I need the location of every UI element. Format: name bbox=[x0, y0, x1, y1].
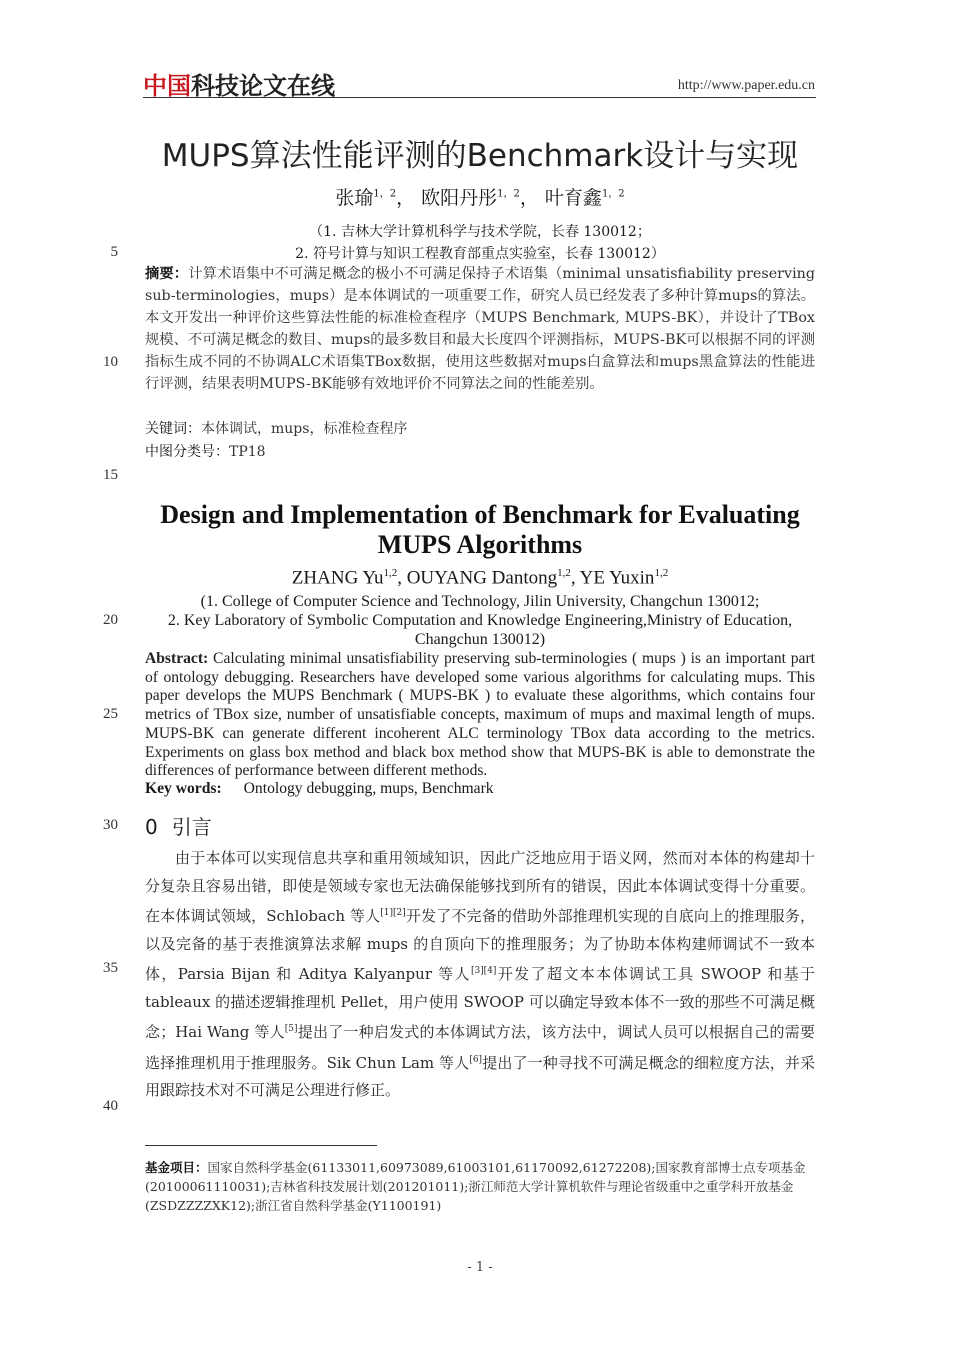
author-name: ZHANG Yu bbox=[291, 567, 384, 589]
english-affiliation-1: (1. College of Computer Science and Technology, Jilin University, Changchun 130012; bbox=[200, 593, 760, 610]
body-text-run: 开发了超文本本体调试工具 SWOOP 和基于 tableaux 的描述逻辑推理机 Pellet，用户使用 SWOOP 可以确定导致本体不一致的那些不可满足概念；Hai Wang 等人 bbox=[145, 965, 815, 1041]
author-affil-sup: 1,2 bbox=[654, 567, 669, 579]
english-title: Design and Implementation of Benchmark for Evaluating MUPS Algorithms bbox=[160, 500, 800, 559]
body-text-run: 开发了不完备的借助外部推理机实现的自底向上的推理服务，以及完备的基于表推演算法求解 mups 的自顶向下的推理服务；为了协助本体构建师调试不一致本体，Parsia Bijan 和 Aditya Kalyanpur 等人 bbox=[145, 907, 815, 983]
footnote-label: 基金项目： bbox=[145, 1160, 208, 1175]
site-url-link[interactable]: http://www.paper.edu.cn bbox=[677, 78, 815, 93]
line-number: 35 bbox=[103, 960, 118, 976]
logo-dark-text: 科技论文在线 bbox=[191, 72, 335, 100]
author-name: 张瑜 bbox=[335, 187, 374, 209]
author-name: 叶育鑫 bbox=[544, 187, 602, 209]
english-keywords bbox=[145, 780, 494, 798]
footnote-divider bbox=[145, 1145, 377, 1146]
page-number: - 1 - bbox=[467, 1260, 493, 1275]
logo-red-text: 中国 bbox=[143, 72, 191, 100]
keywords-text: 本体调试，mups，标准检查程序 bbox=[201, 421, 408, 437]
header-divider bbox=[143, 97, 816, 98]
chinese-title: MUPS算法性能评测的Benchmark设计与实现 bbox=[161, 138, 799, 174]
chinese-affiliation-2: 2. 符号计算与知识工程教育部重点实验室，长春 130012） bbox=[295, 246, 665, 262]
keywords-label: 关键词： bbox=[145, 421, 201, 437]
english-abstract bbox=[145, 650, 815, 781]
classification-code bbox=[145, 441, 815, 461]
citation-ref[interactable]: [3][4] bbox=[470, 966, 497, 976]
chinese-keywords bbox=[145, 418, 815, 438]
line-number: 5 bbox=[110, 244, 118, 260]
line-number: 40 bbox=[103, 1098, 118, 1114]
author-affil-sup: 1，2 bbox=[601, 188, 625, 200]
chinese-affiliation-1: （1. 吉林大学计算机科学与技术学院，长春 130012； bbox=[309, 224, 651, 240]
abstract-text: Calculating minimal unsatisfiability preserving sub-terminologies ( mups ) is an important part of ontology debugging. Researchers have developed some various algorithms for calculating mups. This paper develops the MUPS Benchmark ( MUPS-BK ) to evaluate these algorithms, which contains four metrics of TBox size, number of unsatisfiable concepts, maximum of mups and maximal length of mups. MUPS-BK can generate different incoherent ALC terminology TBox data according to the metrics. Experiments on glass box method and black box method show that MUPS-BK is able to demonstrate the differences of performance between different methods. bbox=[145, 650, 815, 780]
line-number: 20 bbox=[103, 612, 118, 628]
funding-footnote bbox=[145, 1158, 815, 1215]
journal-logo bbox=[143, 66, 335, 101]
body-text-run: 提出了一种寻找不可满足概念的细粒度方法，并采用跟踪技术对不可满足公理进行修正。 bbox=[145, 1053, 815, 1099]
section-number: 0 bbox=[145, 815, 158, 839]
line-number: 30 bbox=[103, 817, 118, 833]
chinese-authors: 张瑜$^{1,2}$， 欧阳丹彤$^{1,2}$， 叶育鑫$^{1,2}$ bbox=[335, 187, 625, 209]
abstract-label: 摘要： bbox=[145, 266, 189, 282]
abstract-text: 计算术语集中不可满足概念的极小不可满足保持子术语集（minimal unsatisfiability preserving sub-terminologies，mups）是本体调试的一项重要工作，研究人员已经发表了多种计算mups的算法。本文开发出一种评价这些算法性能的标准检查程序（MUPS Benchmark, MUPS-BK），并设计了TBox规模、不可满足概念的数目、mups的最多数目和最大长度四个评测指标，MUPS-BK可以根据不同的评测指标生成不同的不协调ALC术语集TBox数据，使用这些数据对mups白盒算法和mups黑盒算法的性能进行评测，结果表明MUPS-BK能够有效地评价不同算法之间的性能差别。 bbox=[145, 266, 816, 392]
english-authors: ZHANG Yu$^{1,2}$, OUYANG Dantong$^{1,2}$, YE Yuxin$^{1,2}$ bbox=[291, 567, 669, 589]
keywords-text: Ontology debugging, mups, Benchmark bbox=[243, 780, 494, 797]
citation-ref[interactable]: [6] bbox=[469, 1054, 483, 1065]
keywords-label: Key words: bbox=[145, 780, 222, 797]
author-affil-sup: 1，2 bbox=[497, 188, 520, 200]
author-name: 欧阳丹彤 bbox=[421, 187, 498, 209]
citation-ref[interactable]: [1][2] bbox=[380, 908, 406, 918]
body-paragraph bbox=[145, 845, 815, 1105]
author-affil-sup: 1,2 bbox=[557, 567, 571, 579]
line-number: 25 bbox=[103, 706, 118, 722]
classification-label: 中图分类号： bbox=[145, 444, 229, 460]
author-name: OUYANG Dantong bbox=[406, 567, 558, 589]
author-affil-sup: 1,2 bbox=[383, 567, 398, 579]
body-text-run: 提出了一种启发式的本体调试方法，该方法中，调试人员可以根据自己的需要选择推理机用于推理服务。Sik Chun Lam 等人 bbox=[145, 1023, 815, 1072]
body-text-run: 由于本体可以实现信息共享和重用领域知识，因此广泛地应用于语义网，然而对本体的构建却十分复杂且容易出错，即使是领域专家也无法确保能够找到所有的错误，因此本体调试变得十分重要。在本体调试领域，Schlobach 等人 bbox=[145, 849, 815, 925]
classification-value: TP18 bbox=[229, 444, 266, 460]
line-number: 10 bbox=[103, 354, 118, 370]
footnote-text: 国家自然科学基金(61133011,60973089,61003101,61170092,61272208);国家教育部博士点专项基金(20100061110031);吉林省科技发展计划(201201011);浙江师范大学计算机软件与理论省级重中之重学科开放基金(ZSDZZZZXK12);浙江省自然科学基金(Y1100191) bbox=[145, 1160, 806, 1213]
citation-ref[interactable]: [5] bbox=[284, 1024, 298, 1034]
abstract-label: Abstract: bbox=[145, 650, 209, 667]
line-number: 15 bbox=[103, 467, 118, 483]
chinese-abstract bbox=[145, 263, 815, 395]
author-name: YE Yuxin bbox=[579, 567, 655, 589]
english-affiliation-2: 2. Key Laboratory of Symbolic Computation and Knowledge Engineering,Ministry of Education, Changchun 130012) bbox=[167, 612, 793, 648]
section-title: 引言 bbox=[171, 815, 212, 839]
author-affil-sup: 1，2 bbox=[373, 188, 397, 200]
section-heading bbox=[145, 811, 212, 840]
